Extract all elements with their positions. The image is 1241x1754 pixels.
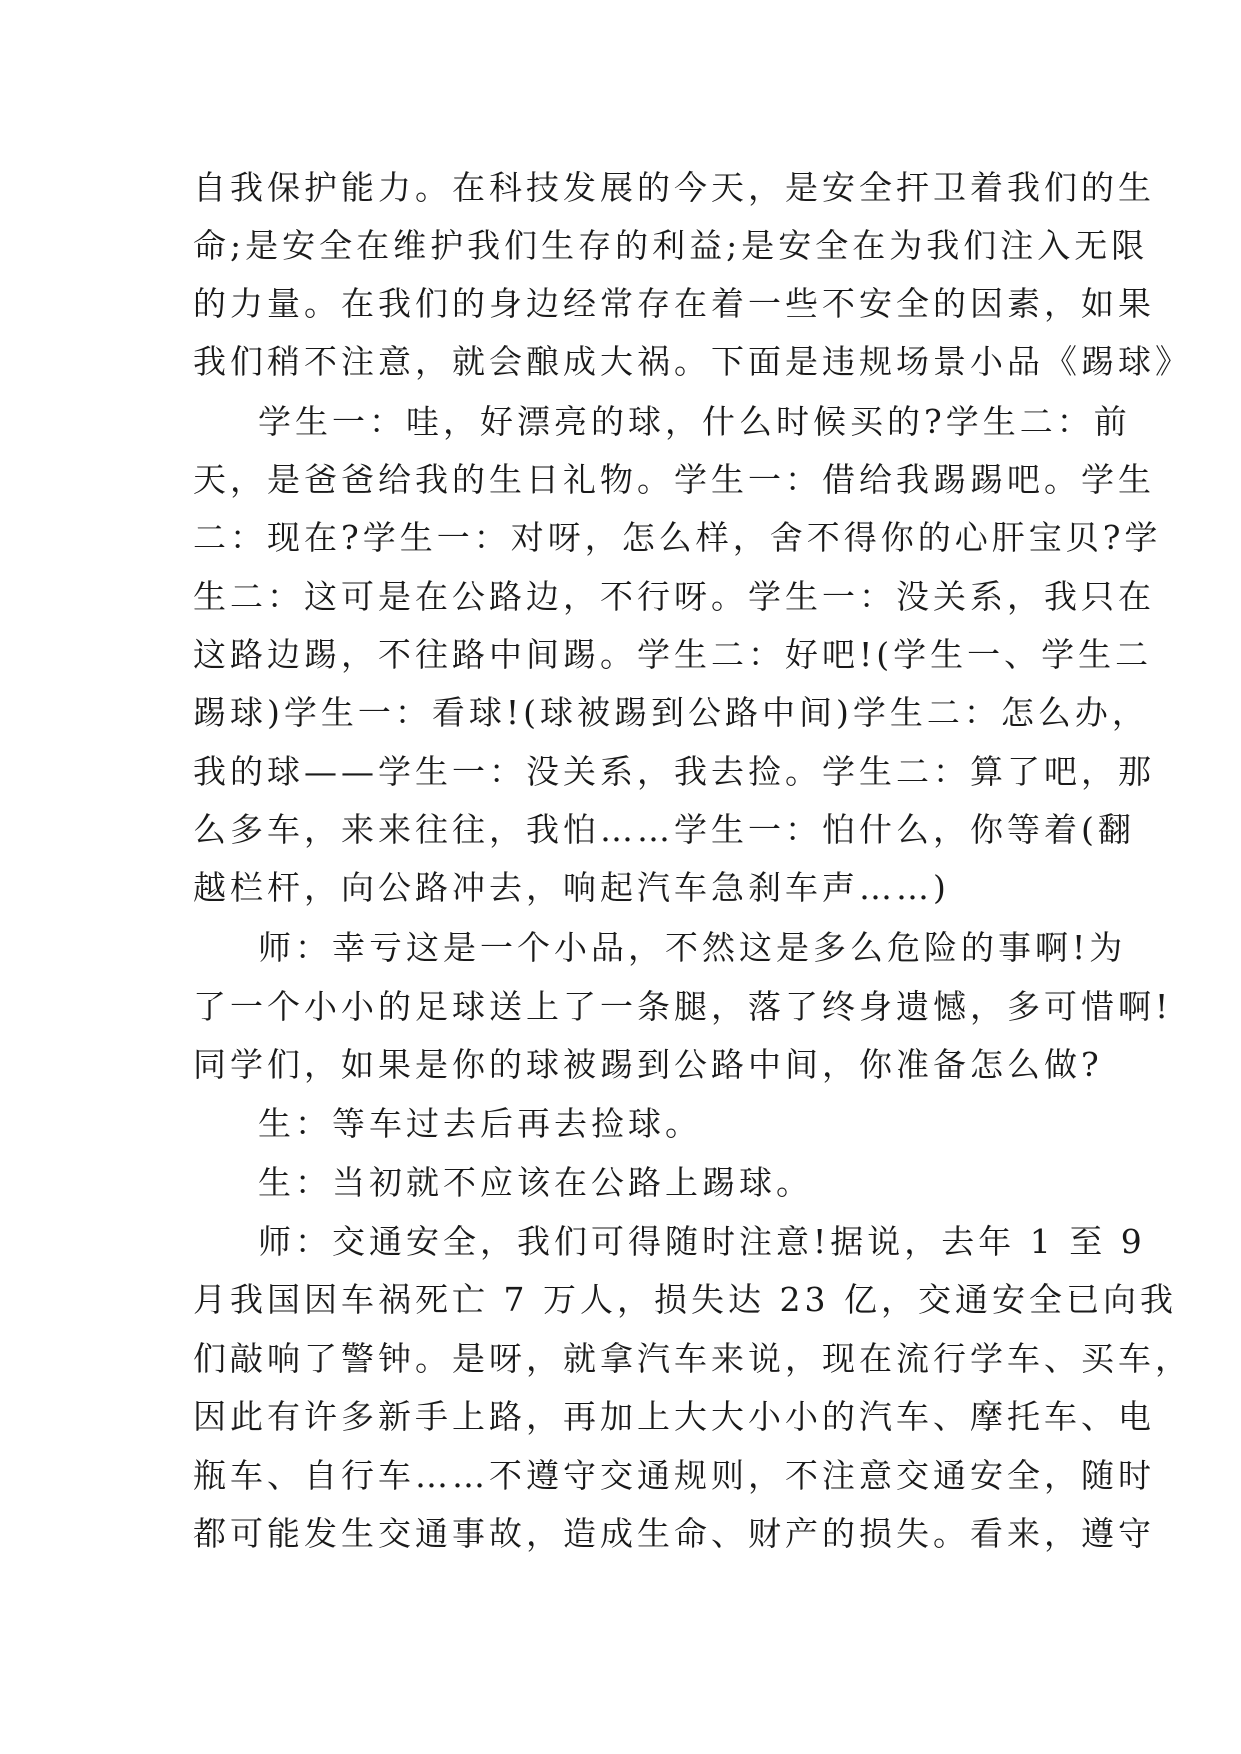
text-line-21: 们敲响了警钟。是呀，就拿汽车来说，现在流行学车、买车， bbox=[193, 1339, 1192, 1378]
text-line-11: 我的球——学生一：没关系，我去捡。学生二：算了吧，那 bbox=[193, 752, 1155, 791]
paragraph-start-line: 师：交通安全，我们可得随时注意!据说，去年 1 至 9 bbox=[258, 1222, 1146, 1261]
paragraph-start-line: 学生一：哇，好漂亮的球，什么时候买的?学生二：前 bbox=[258, 402, 1131, 441]
text-line-6: 天，是爸爸给我的生日礼物。学生一：借给我踢踢吧。学生 bbox=[193, 460, 1155, 499]
text-line-8: 生二：这可是在公路边，不行呀。学生一：没关系，我只在 bbox=[193, 577, 1155, 616]
text-line-3: 的力量。在我们的身边经常存在着一些不安全的因素，如果 bbox=[193, 284, 1155, 323]
text-line-20: 月我国因车祸死亡 7 万人，损失达 23 亿，交通安全已向我 bbox=[193, 1280, 1177, 1319]
text-line-9: 这路边踢，不往路中间踢。学生二：好吧!(学生一、学生二 bbox=[193, 635, 1153, 674]
text-line-2: 命;是安全在维护我们生存的利益;是安全在为我们注入无限 bbox=[193, 226, 1149, 265]
text-line-16: 同学们，如果是你的球被踢到公路中间，你准备怎么做? bbox=[193, 1045, 1103, 1084]
text-line-12: 么多车，来来往往，我怕……学生一：怕什么，你等着(翻 bbox=[193, 810, 1135, 849]
text-line-22: 因此有许多新手上路，再加上大大小小的汽车、摩托车、电 bbox=[193, 1397, 1155, 1436]
paragraph-start-line: 生：等车过去后再去捡球。 bbox=[258, 1104, 702, 1143]
text-line-15: 了一个小小的足球送上了一条腿，落了终身遗憾，多可惜啊! bbox=[193, 987, 1173, 1026]
text-line-10: 踢球)学生一：看球!(球被踢到公路中间)学生二：怎么办， bbox=[193, 693, 1149, 732]
text-line-13: 越栏杆，向公路冲去，响起汽车急刹车声……) bbox=[193, 868, 950, 907]
text-line-4: 我们稍不注意，就会酿成大祸。下面是违规场景小品《踢球》 bbox=[193, 342, 1192, 381]
text-line-24: 都可能发生交通事故，造成生命、财产的损失。看来，遵守 bbox=[193, 1514, 1155, 1553]
paragraph-start-line: 生：当初就不应该在公路上踢球。 bbox=[258, 1163, 813, 1202]
paragraph-start-line: 师：幸亏这是一个小品，不然这是多么危险的事啊!为 bbox=[258, 928, 1127, 967]
text-line-1: 自我保护能力。在科技发展的今天，是安全扞卫着我们的生 bbox=[193, 168, 1155, 207]
text-line-7: 二：现在?学生一：对呀，怎么样，舍不得你的心肝宝贝?学 bbox=[193, 518, 1162, 557]
text-line-23: 瓶车、自行车……不遵守交通规则，不注意交通安全，随时 bbox=[193, 1456, 1155, 1495]
